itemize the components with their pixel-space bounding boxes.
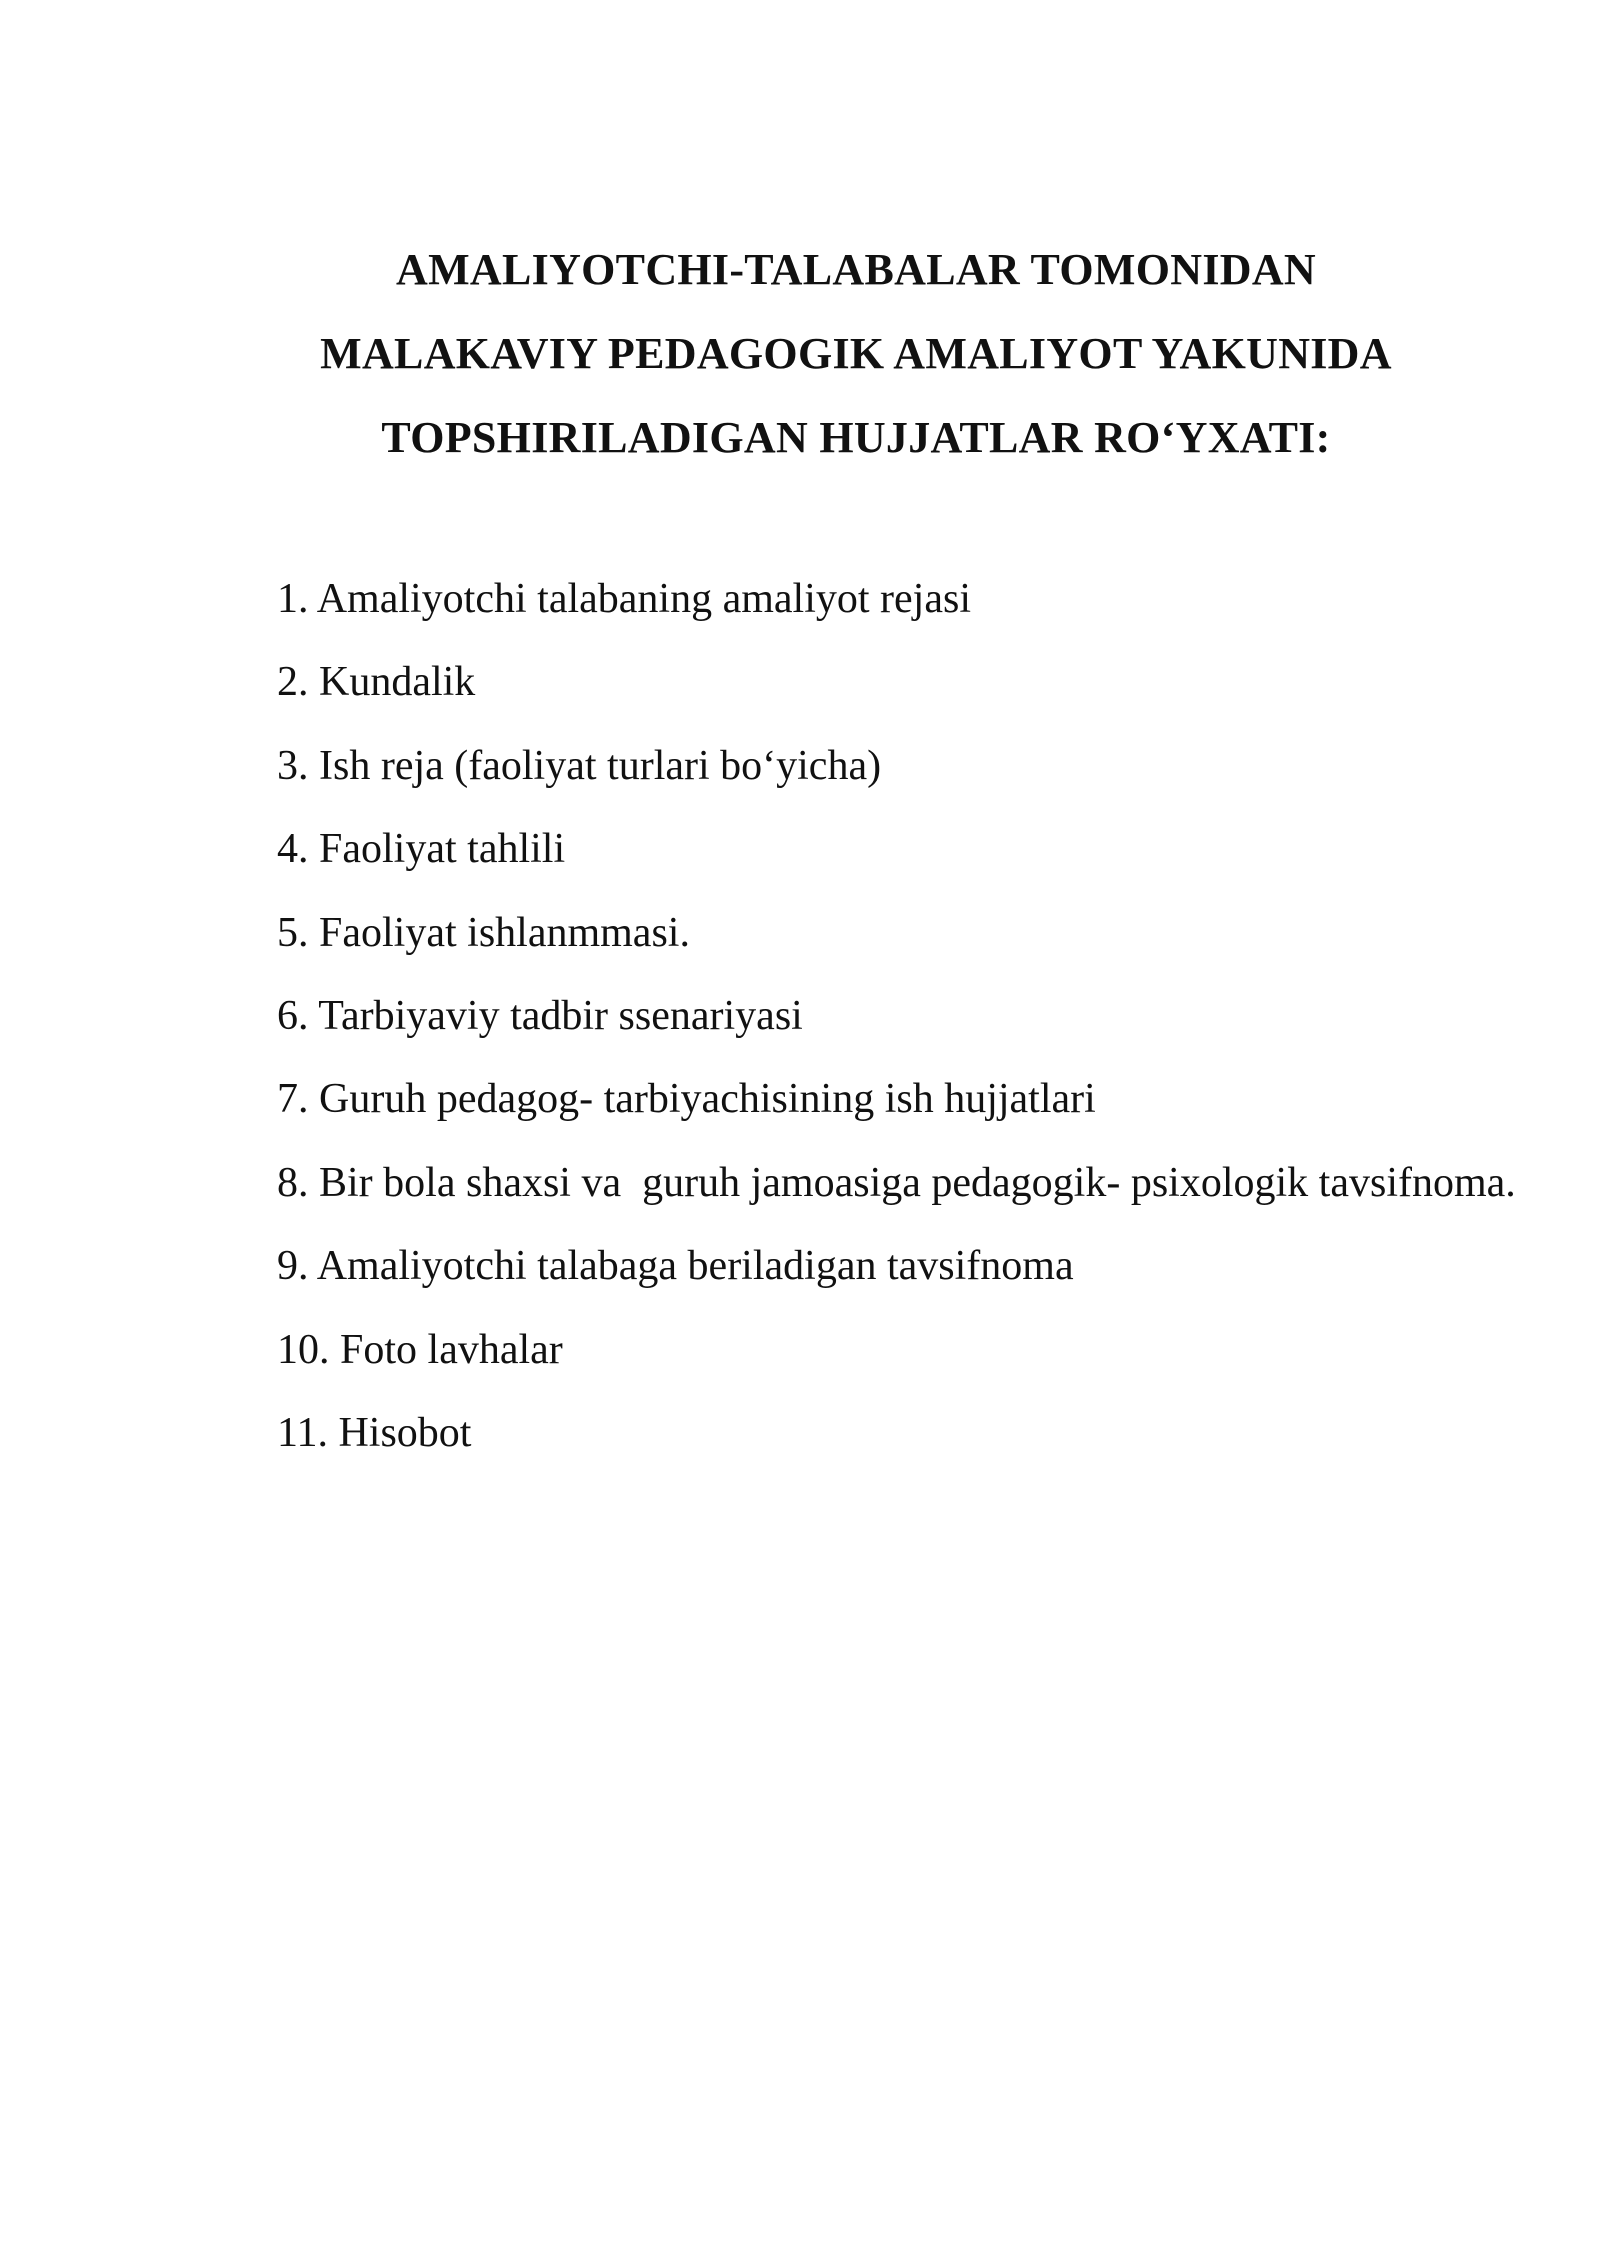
list-item-text: Faoliyat ishlanmmasi. (319, 909, 690, 956)
document-title (0, 228, 1600, 480)
list-item (277, 1309, 1527, 1392)
list-item-text: Kundalik (319, 659, 476, 706)
list-item (277, 1058, 1527, 1141)
list-item-text: Tarbiyaviy tadbir ssenariyasi (318, 993, 803, 1040)
document-list (277, 558, 1527, 1475)
list-item-number: 7. (277, 1076, 309, 1123)
title-line-3: TOPSHIRILADIGAN HUJJATLAR RO‘YXATI: (381, 413, 1331, 462)
list-item (277, 1392, 1527, 1475)
list-item-number: 3. (277, 742, 309, 789)
list-item-text: Guruh pedagog- tarbiyachisining ish hujjatlari (319, 1076, 1096, 1123)
list-item (277, 808, 1527, 891)
list-item-text: Foto lavhalar (340, 1326, 563, 1373)
list-item-text: Amaliyotchi talabaning amaliyot rejasi (316, 576, 971, 622)
list-item (277, 641, 1527, 724)
list-item (277, 1225, 1527, 1308)
list-item-number: 8. (277, 1159, 309, 1206)
list-item-number: 5. (277, 909, 309, 956)
list-item (277, 725, 1527, 808)
title-line-1: AMALIYOTCHI-TALABALAR TOMONIDAN (396, 245, 1316, 294)
list-item-number: 11. (277, 1410, 328, 1457)
list-item-text: Ish reja (faoliyat turlari bo‘yicha) (319, 742, 882, 789)
list-item-number: 6. (277, 993, 309, 1040)
title-line-2: MALAKAVIY PEDAGOGIK AMALIYOT YAKUNIDA (320, 329, 1392, 378)
list-item-text: Amaliyotchi talabaga beriladigan tavsifnoma (316, 1243, 1074, 1290)
list-item-number: 10. (277, 1326, 330, 1373)
list-item (277, 892, 1527, 975)
list-item-text: Hisobot (338, 1410, 472, 1457)
list-item-number: 4. (277, 826, 309, 873)
list-item-number: 1. (277, 576, 309, 622)
list-item (277, 1142, 1527, 1225)
list-item-text: Bir bola shaxsi va guruh jamoasiga pedagogik- psixologik tavsifnoma. (319, 1159, 1516, 1206)
list-item-number: 9. (277, 1243, 309, 1290)
list-item-number: 2. (277, 659, 309, 706)
list-item-text: Faoliyat tahlili (319, 826, 566, 873)
list-item (277, 558, 1527, 641)
list-item (277, 975, 1527, 1058)
